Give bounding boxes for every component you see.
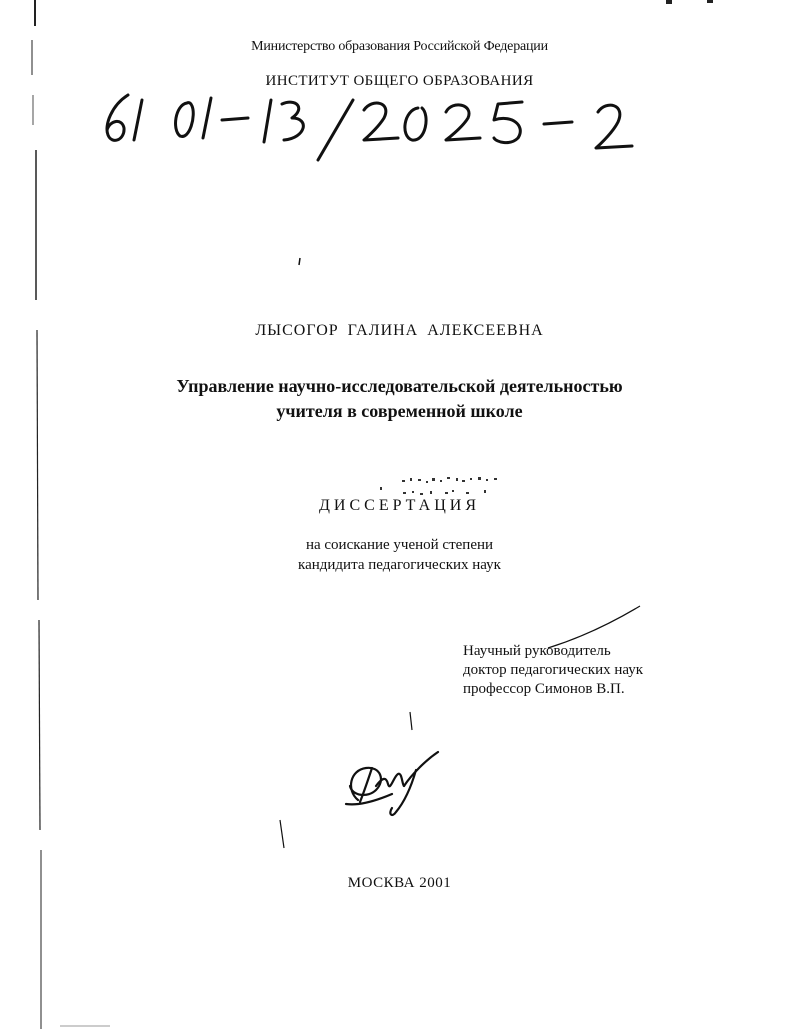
institute-name: ИНСТИТУТ ОБЩЕГО ОБРАЗОВАНИЯ: [265, 73, 534, 89]
author-signature: [346, 752, 438, 815]
dissertation-title-line-2: учителя в современной школе: [276, 401, 523, 421]
supervisor-signature-stroke: [548, 606, 640, 648]
vertical-tick-mark: [410, 712, 412, 730]
dissertation-title-line-1: Управление научно-исследовательской деятельностью: [176, 376, 623, 396]
supervisor-role: Научный руководитель: [463, 643, 611, 659]
handwritten-registry-number: [107, 95, 632, 160]
supervisor-name: профессор Симонов В.П.: [463, 681, 625, 697]
stamp-specks: [380, 477, 497, 495]
small-tick-mark: [299, 258, 300, 265]
lower-tick-mark: [280, 820, 284, 848]
corner-artifact: [666, 0, 713, 4]
ministry-name: Министерство образования Российской Федерации: [251, 39, 548, 54]
degree-line-2: кандидита педагогических наук: [298, 557, 501, 573]
degree-line-1: на соискание ученой степени: [305, 537, 494, 553]
city-year: МОСКВА 2001: [347, 875, 452, 891]
supervisor-degree: доктор педагогических наук: [463, 662, 644, 678]
document-type: ДИССЕРТАЦИЯ: [319, 497, 480, 514]
author-name: ЛЫСОГОР ГАЛИНА АЛЕКСЕЕВНА: [255, 322, 544, 339]
